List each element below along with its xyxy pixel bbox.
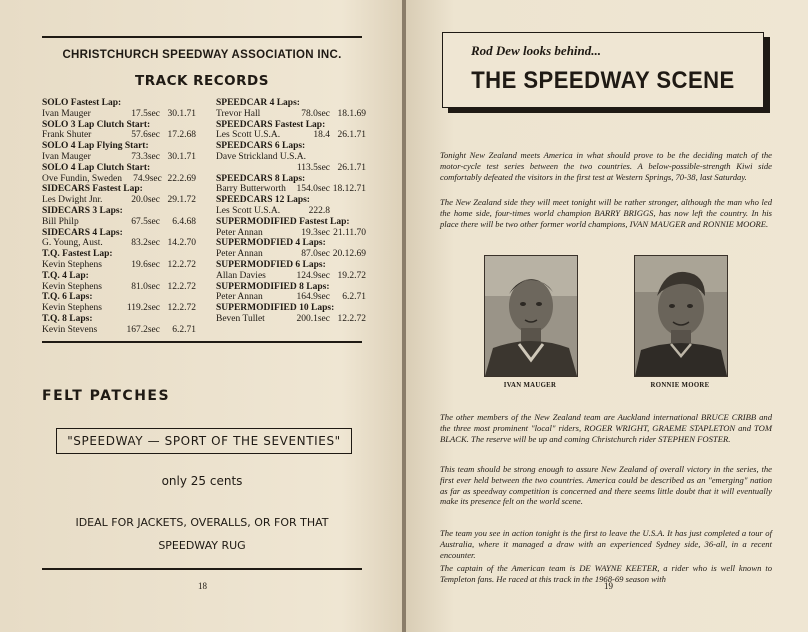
record-row	[216, 152, 366, 163]
record-time: 18.4	[313, 130, 330, 141]
record-holder: Ivan Mauger	[42, 108, 91, 119]
record-date: 30.1.71	[167, 108, 196, 119]
record-date: 6.4.68	[172, 216, 196, 227]
record-time: 78.0sec	[301, 108, 330, 119]
record-holder: G. Young, Aust.	[42, 238, 103, 249]
caption-ivan-mauger: IVAN MAUGER	[503, 382, 557, 389]
record-row	[42, 109, 196, 120]
record-date: 26.1.71	[337, 130, 366, 141]
right-page	[406, 0, 808, 632]
record-time: 19.6sec	[131, 259, 160, 270]
record-date: 6.2.71	[172, 324, 196, 335]
paragraph-1: Tonight New Zealand meets America in what should prove to be the deciding match of the motor-cycle test series between the two countries. A below-possible-strength Kiwi side comfortably defeated the visitors in the first test at Western Springs, 70-38, last Saturday.	[440, 150, 772, 182]
record-time: 200.1sec	[296, 313, 330, 324]
record-time: 124.9sec	[296, 270, 330, 281]
record-time: 119.2sec	[126, 303, 160, 314]
record-row	[42, 303, 196, 314]
record-row	[42, 260, 196, 271]
felt-bottom-rule	[42, 568, 362, 570]
record-row	[216, 228, 366, 239]
record-holder: Barry Butterworth	[216, 184, 286, 195]
record-time: 222.8	[308, 205, 330, 216]
record-time: 83.2sec	[131, 238, 160, 249]
ideal-text	[42, 511, 362, 557]
record-date: 22.2.69	[167, 173, 196, 184]
record-holder: Les Scott U.S.A.	[216, 130, 281, 141]
top-rule	[42, 36, 362, 38]
record-category: SPEEDCAR 4 Laps:	[216, 98, 300, 108]
record-category: T.Q. 8 Laps:	[42, 313, 93, 324]
record-date: 6.2.71	[342, 292, 366, 303]
record-date: 20.12.69	[332, 249, 366, 260]
record-row	[42, 174, 196, 185]
record-category: SOLO Fastest Lap:	[42, 98, 122, 108]
record-holder: Kevin Stephens	[42, 303, 102, 314]
record-holder: Kevin Stevens	[42, 324, 98, 335]
byline: Rod Dew looks behind...	[471, 43, 602, 58]
record-category: SPEEDCARS 12 Laps:	[216, 195, 310, 206]
record-row	[216, 184, 366, 195]
record-category: SPEEDCARS Fastest Lap:	[216, 119, 326, 130]
headline-box	[442, 32, 764, 108]
record-date: 14.2.70	[167, 238, 196, 249]
record-row	[216, 314, 366, 325]
record-holder: Bill Philp	[42, 216, 79, 227]
record-row	[42, 130, 196, 141]
price-text: only 25 cents	[161, 474, 243, 488]
record-category: SOLO 4 Lap Clutch Start:	[42, 162, 151, 173]
record-holder: Kevin Stephens	[42, 259, 102, 270]
record-row	[216, 206, 366, 217]
record-time: 73.3sec	[131, 151, 160, 162]
record-row	[216, 163, 366, 174]
record-time: 87.0sec	[301, 249, 330, 260]
paragraph-5: The team you see in action tonight is the first to leave the U.S.A. It has just completed a tour of Australia, where it managed a draw with an experienced Sydney side, 36-all, in a recent encounter.	[440, 528, 772, 560]
record-holder: Ivan Mauger	[42, 151, 91, 162]
record-date: 18.1.69	[337, 108, 366, 119]
record-date: 12.2.72	[337, 313, 366, 324]
record-time: 17.5sec	[131, 108, 160, 119]
record-time: 164.9sec	[296, 292, 330, 303]
page-number-right: 19	[604, 581, 613, 591]
record-holder: Beven Tullet	[216, 313, 265, 324]
record-time	[306, 152, 338, 163]
record-category: SPEEDCARS 6 Laps:	[216, 141, 306, 152]
record-date: 17.2.68	[167, 130, 196, 141]
portrait-image	[485, 256, 577, 376]
ideal-line-1: IDEAL FOR JACKETS, OVERALLS, OR FOR THAT	[75, 516, 329, 529]
caption-ronnie-moore: RONNIE MOORE	[650, 382, 710, 389]
page-number-left: 18	[198, 581, 207, 591]
record-category: SIDECARS 3 Laps:	[42, 205, 123, 216]
record-holder: Dave Strickland U.S.A.	[216, 151, 306, 162]
record-row	[216, 109, 366, 120]
slogan-box: "SPEEDWAY — SPORT OF THE SEVENTIES"	[56, 428, 352, 454]
record-time: 81.0sec	[131, 281, 160, 292]
record-time: 154.0sec	[296, 184, 330, 195]
records-column-right	[216, 98, 366, 325]
association-name: CHRISTCHURCH SPEEDWAY ASSOCIATION INC.	[62, 49, 342, 61]
record-category: SUPERMODIFIED Fastest Lap:	[216, 216, 350, 227]
portrait-image	[635, 256, 727, 376]
record-time: 19.3sec	[301, 227, 330, 238]
record-holder: Peter Annan	[216, 249, 263, 260]
record-holder: Peter Annan	[216, 227, 263, 238]
record-category: SOLO 3 Lap Clutch Start:	[42, 119, 151, 130]
record-time: 74.9sec	[133, 173, 162, 184]
record-row	[42, 282, 196, 293]
record-holder: Peter Annan	[216, 292, 263, 303]
record-time: 67.5sec	[131, 216, 160, 227]
records-bottom-rule	[42, 341, 362, 343]
record-row	[42, 217, 196, 228]
record-category: SUPERMODFIED 6 Laps:	[216, 259, 326, 270]
paragraph-6: The captain of the American team is DE WAYNE KEETER, a rider who is well known to Templeton fans. He raced at this track in the 1968-69 season with	[440, 563, 772, 584]
paragraph-3: The other members of the New Zealand team are Auckland international BRUCE CRIBB and the three most prominent "local" riders, ROGER WRIGHT, GRAEME STAPLETON and TOM BLACK. The reserve will be up and coming Christchurch rider STEPHEN FOSTER.	[440, 412, 772, 444]
record-category: SIDECARS Fastest Lap:	[42, 184, 143, 195]
record-category: T.Q. Fastest Lap:	[42, 249, 113, 260]
paragraph-2: The New Zealand side they will meet tonight will be rather stronger, although the man who led the home side, four-times world champion BARRY BRIGGS, has now left the country. In his place there will be two other former world champions, IVAN MAUGER and RONNIE MOORE.	[440, 197, 772, 229]
record-holder: Ove Fundin, Sweden	[42, 173, 122, 184]
left-page	[0, 0, 402, 632]
record-holder: Kevin Stephens	[42, 281, 102, 292]
record-row	[216, 271, 366, 282]
record-time: 167.2sec	[126, 324, 160, 335]
paragraph-4: This team should be strong enough to assure New Zealand of overall victory in the series, the first ever held between the two countries. America could be described as an "emerging" nation as far as speedway competition is concerned and there seems little doubt that it will eventually make its presence felt on the world scene.	[440, 464, 772, 507]
ideal-line-2: SPEEDWAY RUG	[158, 539, 246, 552]
record-holder: Les Scott U.S.A.	[216, 205, 281, 216]
record-row	[42, 195, 196, 206]
record-category: SUPERMODIFIED 10 Laps:	[216, 303, 335, 314]
record-time: 57.6sec	[131, 130, 160, 141]
record-holder	[216, 163, 290, 174]
record-date	[338, 152, 366, 163]
record-row	[216, 249, 366, 260]
record-date: 12.2.72	[167, 259, 196, 270]
record-date: 12.2.72	[167, 281, 196, 292]
record-category: SOLO 4 Lap Flying Start:	[42, 141, 149, 152]
photo-ivan-mauger	[484, 255, 578, 377]
photo-ronnie-moore	[634, 255, 728, 377]
headline: THE SPEEDWAY SCENE	[471, 67, 735, 94]
record-holder: Les Dwight Jnr.	[42, 195, 103, 206]
record-date: 30.1.71	[167, 151, 196, 162]
record-date	[330, 206, 366, 217]
record-row	[42, 238, 196, 249]
record-holder: Frank Shuter	[42, 130, 92, 141]
record-date: 21.11.70	[333, 227, 366, 238]
records-column-left	[42, 98, 196, 336]
record-date: 12.2.72	[167, 303, 196, 314]
record-category: T.Q. 6 Laps:	[42, 292, 93, 303]
record-row	[42, 152, 196, 163]
record-date: 26.1.71	[337, 162, 366, 173]
record-time: 20.0sec	[131, 195, 160, 206]
record-category: SIDECARS 4 Laps:	[42, 227, 123, 238]
record-holder: Allan Davies	[216, 270, 266, 281]
record-row	[216, 130, 366, 141]
record-holder: Trevor Hall	[216, 108, 261, 119]
record-row	[42, 325, 196, 336]
felt-patches-title: FELT PATCHES	[42, 388, 171, 404]
track-records-title: TRACK RECORDS	[135, 73, 269, 89]
record-date: 19.2.72	[337, 270, 366, 281]
record-row	[216, 292, 366, 303]
record-time: 113.5sec	[296, 162, 330, 173]
record-category: SUPERMODIFIED 8 Laps:	[216, 281, 330, 292]
record-date: 18.12.71	[332, 184, 366, 195]
record-category: SUPERMODFIED 4 Laps:	[216, 238, 326, 249]
record-category: SPEEDCARS 8 Laps:	[216, 173, 306, 184]
record-category: T.Q. 4 Lap:	[42, 270, 89, 281]
record-date: 29.1.72	[167, 195, 196, 206]
